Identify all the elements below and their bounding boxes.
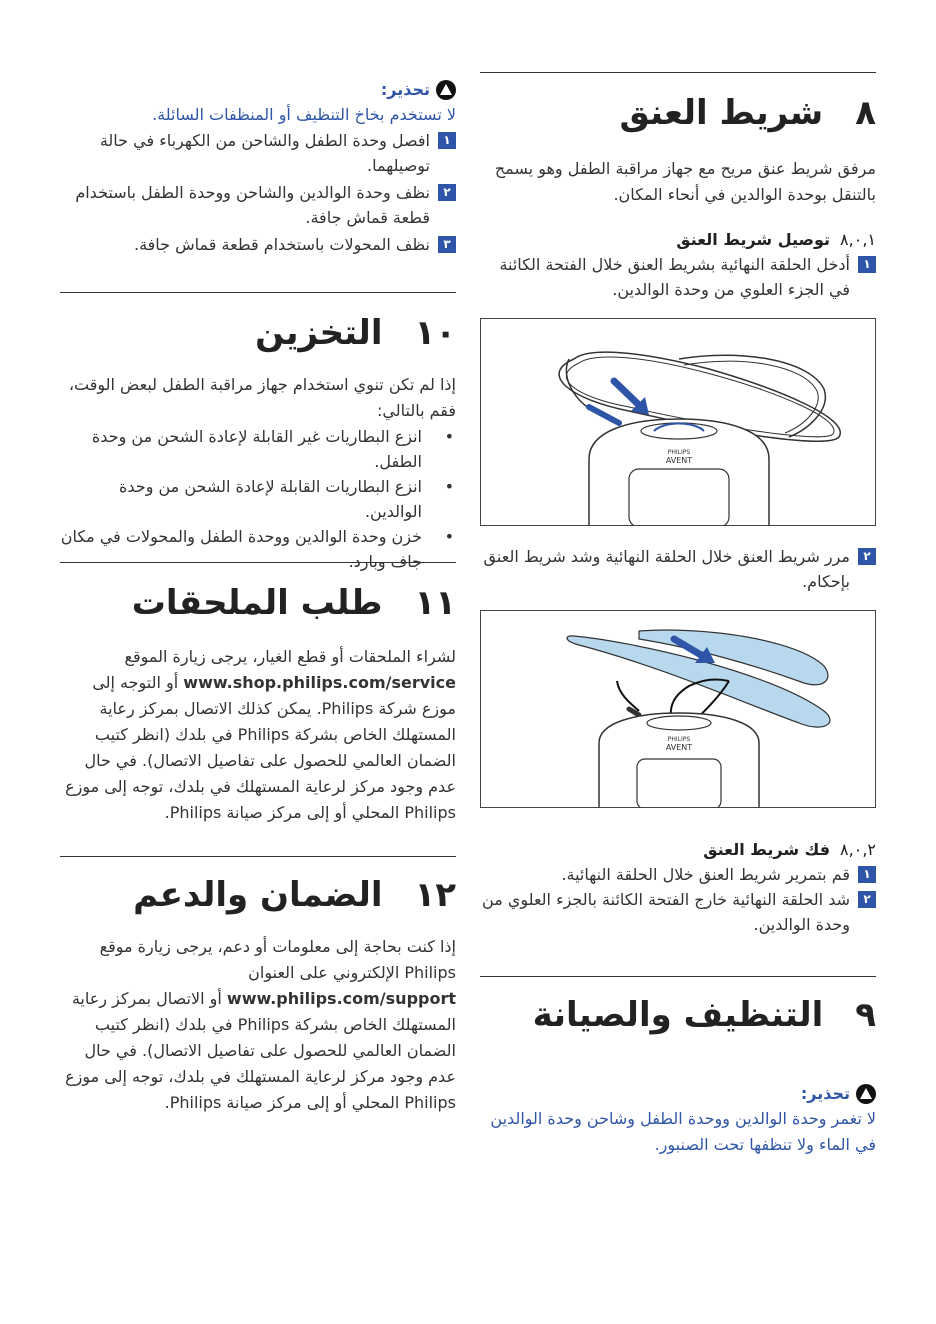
section-divider	[480, 72, 876, 73]
section-title-text: الضمان والدعم	[133, 875, 383, 915]
section-title-text: شريط العنق	[619, 93, 824, 133]
subsection-title: فك شريط العنق	[703, 840, 831, 859]
step-item	[480, 544, 876, 594]
subsection-number: ٨,٠,٢	[840, 840, 876, 859]
paragraph-text: أو الاتصال بمركز رعاية المستهلك الخاص بشركة Philips في بلدك (انظر كتيب الضمان العالمي للحصول على تفاصيل الاتصال). في حال عدم وجود مركز لرعاية المستهلك في بلدك، توجه إلى موزع Philips المحلي أو إلى مركز صيانة Philips.	[65, 989, 456, 1112]
step-item	[480, 887, 876, 937]
subsection-heading	[480, 838, 876, 862]
step-item	[480, 252, 876, 302]
step-number-badge: ٢	[438, 184, 456, 201]
section-11-title	[60, 582, 456, 624]
warning-icon	[436, 80, 456, 100]
step-text: افصل وحدة الطفل والشاحن من الكهرباء في حالة توصيلهما.	[99, 131, 430, 175]
step-number-badge: ١	[858, 256, 876, 273]
paragraph-text: إذا كنت بحاجة إلى معلومات أو دعم، يرجى زيارة موقع Philips الإلكتروني على العنوان	[99, 937, 456, 982]
warning-block	[60, 78, 456, 128]
paragraph-text: لشراء الملحقات أو قطع الغيار، يرجى زيارة الموقع	[124, 647, 456, 666]
warning-label: تحذير:	[800, 1084, 850, 1103]
warning-icon	[856, 1084, 876, 1104]
section-number: ١٠	[414, 313, 456, 353]
section-10	[60, 312, 456, 354]
section-8-title	[480, 92, 876, 134]
step-text: قم بتمرير شريط العنق خلال الحلقة النهائية.	[561, 865, 850, 884]
brand-label: PHILIPS	[667, 449, 691, 456]
brand-label-avent: AVENT	[665, 456, 693, 465]
subsection-8-0-2	[480, 838, 876, 862]
warning-text: لا تستخدم بخاخ التنظيف أو المنظفات السائلة.	[152, 105, 456, 124]
section-title-text: التنظيف والصيانة	[532, 995, 824, 1035]
list-item: • انزع البطاريات غير القابلة لإعادة الشحن من وحدة الطفل.	[60, 424, 456, 474]
section-8	[480, 92, 876, 134]
section-8-intro: مرفق شريط عنق مريح مع جهاز مراقبة الطفل وهو يسمح بالتنقل بوحدة الوالدين في أنحاء المكان.	[494, 159, 876, 204]
section-divider	[60, 562, 456, 563]
list-item: • خزن وحدة الوالدين ووحدة الطفل والمحولات في مكان جاف وبارد.	[60, 524, 456, 574]
section-divider	[60, 292, 456, 293]
subsection-8-0-1	[480, 228, 876, 252]
warning-heading	[480, 1082, 876, 1106]
warning-block	[480, 1082, 876, 1158]
section-10-intro: إذا لم تكن تنوي استخدام جهاز مراقبة الطفل لبعض الوقت، فقم بالتالي:	[68, 375, 456, 420]
section-title-text: طلب الملحقات	[131, 583, 383, 623]
step-item	[480, 862, 876, 887]
warning-heading	[60, 78, 456, 102]
cleaning-steps	[60, 128, 456, 257]
list-item: • انزع البطاريات القابلة لإعادة الشحن من وحدة الوالدين.	[60, 474, 456, 524]
neck-cord-insert-drawing	[480, 319, 875, 526]
subsection-title: توصيل شريط العنق	[676, 230, 831, 249]
neck-cord-tighten-drawing	[480, 611, 875, 808]
step-number-badge: ٢	[858, 548, 876, 565]
step-number-badge: ٣	[438, 236, 456, 253]
section-number: ٩	[855, 995, 876, 1035]
subsection-number: ٨,٠,١	[840, 230, 876, 249]
step-text: مرر شريط العنق خلال الحلقة النهائية وشد شريط العنق بإحكام.	[483, 547, 850, 591]
section-12-text	[60, 934, 456, 1116]
section-divider	[480, 976, 876, 977]
support-url-link[interactable]: www.philips.com/support	[226, 989, 456, 1008]
paragraph-text: أو التوجه إلى موزع شركة Philips. يمكن كذلك الاتصال بمركز رعاية المستهلك الخاص بشركة Philips في بلدك (انظر كتيب الضمان العالمي للحصول على تفاصيل الاتصال). في حال عدم وجود مركز لرعاية المستهلك في بلدك، توجه إلى موزع Philips المحلي أو إلى مركز صيانة Philips.	[65, 673, 456, 822]
step-number-badge: ١	[438, 132, 456, 149]
subsection-heading	[480, 228, 876, 252]
neck-cord-illustration-insert	[480, 318, 876, 526]
shop-url-link[interactable]: www.shop.philips.com/service	[183, 673, 456, 692]
section-number: ٨	[855, 93, 876, 133]
section-11-text	[60, 644, 456, 826]
section-9-title	[480, 994, 876, 1036]
brand-label: PHILIPS	[667, 736, 691, 743]
warning-text: لا تغمر وحدة الوالدين ووحدة الطفل وشاحن وحدة الوالدين في الماء ولا تنظفها تحت الصنبور.	[490, 1109, 876, 1154]
section-10-title	[60, 312, 456, 354]
step-text: أدخل الحلقة النهائية بشريط العنق خلال الفتحة الكائنة في الجزء العلوي من وحدة الوالدين.	[499, 255, 850, 299]
step-text: نظف المحولات باستخدام قطعة قماش جافة.	[133, 235, 430, 254]
section-title-text: التخزين	[255, 313, 383, 353]
brand-label-avent: AVENT	[665, 743, 693, 752]
step-number-badge: ٢	[858, 891, 876, 908]
step-text: شد الحلقة النهائية خارج الفتحة الكائنة بالجزء العلوي من وحدة الوالدين.	[482, 890, 850, 934]
warning-label: تحذير:	[380, 80, 430, 99]
step-number-badge: ١	[858, 866, 876, 883]
step-item	[60, 128, 456, 178]
step-item	[60, 180, 456, 230]
section-12-title	[60, 874, 456, 916]
storage-bullets	[60, 424, 456, 574]
neck-cord-illustration-tighten	[480, 610, 876, 808]
section-number: ١٢	[414, 875, 456, 915]
section-number: ١١	[414, 583, 456, 623]
section-divider	[60, 856, 456, 857]
section-12	[60, 874, 456, 916]
step-item	[60, 232, 456, 257]
section-11	[60, 582, 456, 624]
section-9	[480, 994, 876, 1036]
step-text: نظف وحدة الوالدين والشاحن ووحدة الطفل باستخدام قطعة قماش جافة.	[75, 183, 430, 227]
